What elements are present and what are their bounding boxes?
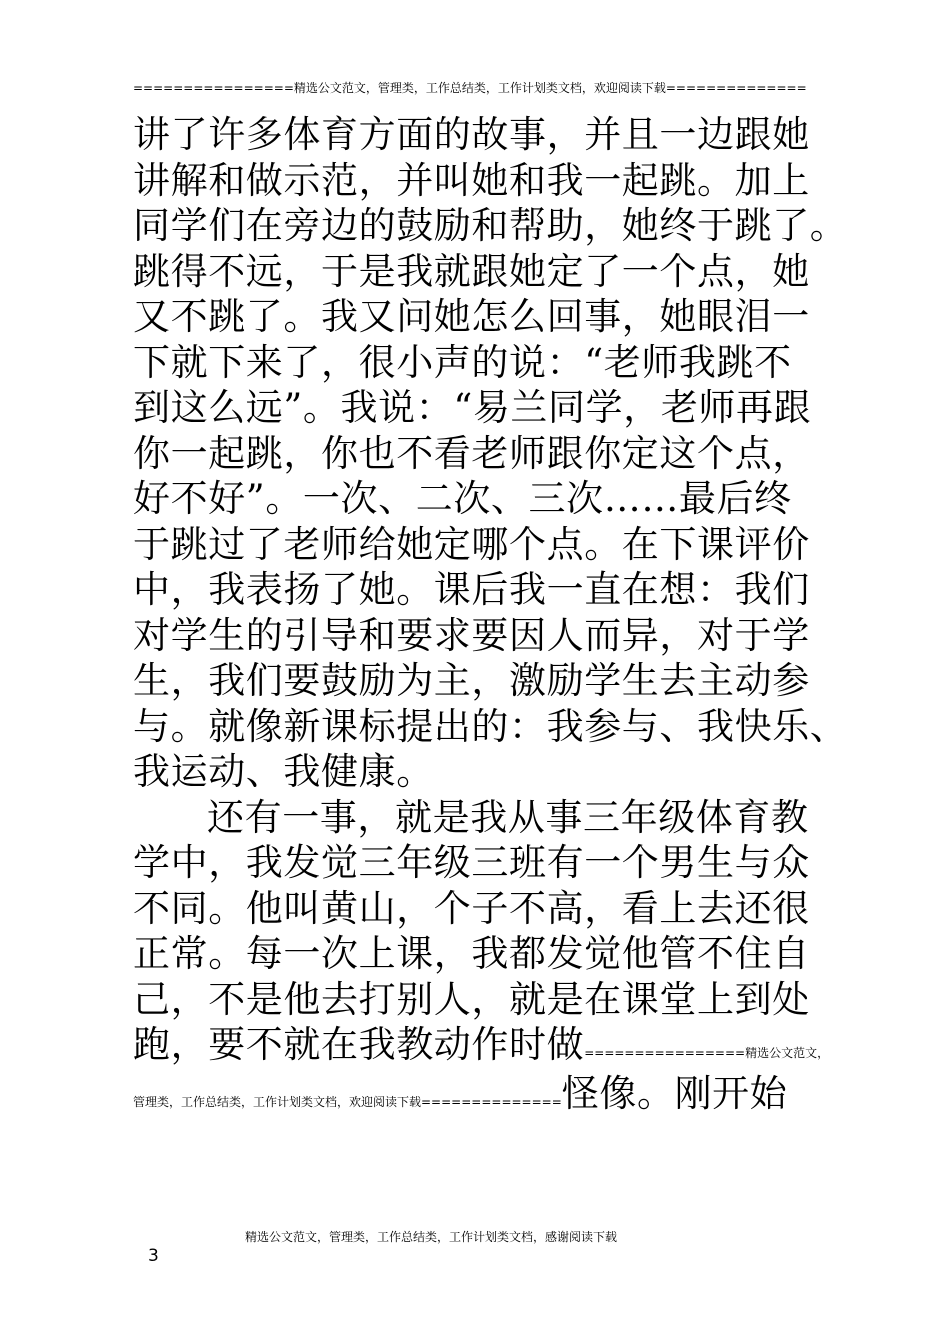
text-line: 学中，我发觉三年级三班有一个男生与众	[133, 841, 810, 884]
inline-banner-segment: ================精选公文范文，	[584, 1046, 830, 1060]
text-line: 好不好”。一次、二次、三次……最后终	[133, 477, 792, 520]
text-line: 你一起跳，你也不看老师跟你定这个点，	[133, 431, 810, 475]
text-line: 中，我表扬了她。课后我一直在想：我们	[133, 568, 810, 611]
text-line: 跳得不远，于是我就跟她定了一个点，她	[133, 249, 810, 293]
text-line: 生，我们要鼓励为主，激励学生去主动参	[133, 659, 810, 702]
page-number: 3	[148, 1246, 159, 1266]
text-line: 同学们在旁边的鼓励和帮助，她终于跳了。	[133, 204, 848, 247]
footer-note: 精选公文范文，管理类，工作总结类，工作计划类文档，感谢阅读下载	[245, 1230, 618, 1244]
text-line: 到这么远”。我说：“易兰同学，老师再跟	[133, 386, 812, 429]
paragraph-start-line: 还有一事，就是我从事三年级体育教	[207, 795, 809, 839]
text-line: 正常。每一次上课，我都发觉他管不住自	[133, 932, 810, 975]
mixed-line-2	[133, 1068, 853, 1120]
text-segment: 跑，要不就在我教动作时做	[133, 1023, 585, 1066]
text-line: 于跳过了老师给她定哪个点。在下课评价	[133, 522, 810, 566]
text-line: 与。就像新课标提出的：我参与、我快乐、	[133, 704, 848, 748]
text-segment: 怪像。刚开始	[561, 1071, 788, 1115]
text-line: 对学生的引导和要求要因人而异，对于学	[133, 613, 810, 657]
text-line: 讲解和做示范，并叫她和我一起跳。加上	[133, 158, 810, 202]
mixed-line-1	[133, 1022, 853, 1068]
text-line: 不同。他叫黄山，个子不高，看上去还很	[133, 886, 810, 930]
inline-banner-segment: 管理类，工作总结类，工作计划类文档，欢迎阅读下载==============	[133, 1094, 562, 1109]
document-body	[133, 112, 853, 1120]
text-line: 讲了许多体育方面的故事，并且一边跟她	[133, 113, 810, 156]
text-line: 下就下来了，很小声的说：“老师我跳不	[133, 340, 792, 384]
text-line: 己，不是他去打别人，就是在课堂上到处	[133, 977, 810, 1021]
text-line: 又不跳了。我又问她怎么回事，她眼泪一	[133, 295, 810, 338]
header-banner: ================精选公文范文，管理类，工作总结类，工作计划类文档，欢迎阅读下载==============	[133, 81, 807, 95]
text-line: 我运动、我健康。	[133, 750, 434, 793]
